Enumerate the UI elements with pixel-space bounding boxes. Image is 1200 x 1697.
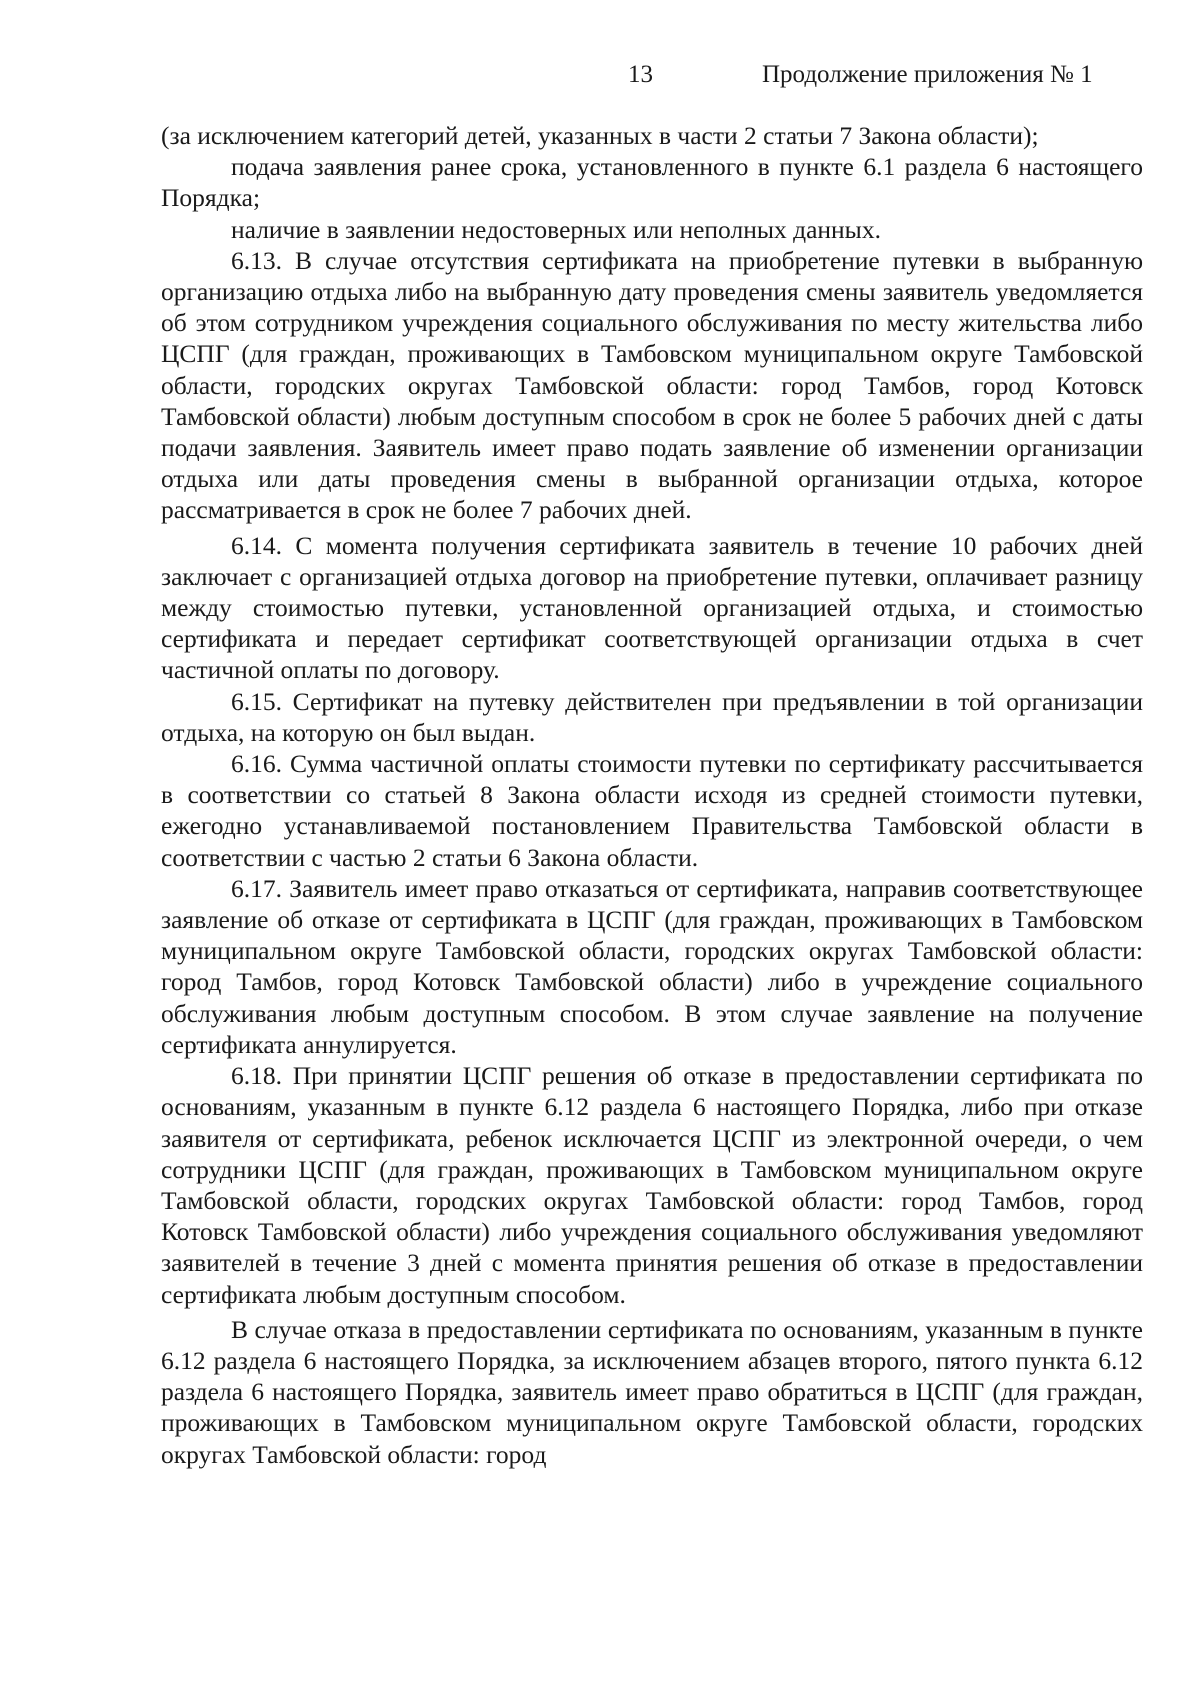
appendix-continuation-note: Продолжение приложения № 1	[762, 61, 1093, 88]
paragraph-incomplete-data: наличие в заявлении недостоверных или неполных данных.	[231, 214, 881, 244]
paragraph-6-13: 6.13. В случае отсутствия сертификата на приобретение путевки в выбранную организацию отдыха либо на выбранную дату проведения смены заявитель уведомляется об этом сотрудником учреждения социального обслуживания по месту жительства либо ЦСПГ (для граждан, проживающих в Тамбовском муниципальном округе Тамбовской области, городских округах Тамбовской области: город Тамбов, город Котовск Тамбовской области) любым доступным способом в срок не более 5 рабочих дней с даты подачи заявления. Заявитель имеет право подать заявление об изменении организации отдыха или даты проведения смены в выбранной организации отдыха, которое рассматривается в срок не более 7 рабочих дней.	[161, 245, 1143, 525]
page-number: 13	[628, 61, 653, 88]
paragraph-6-14: 6.14. С момента получения сертификата заявитель в течение 10 рабочих дней заключает с организацией отдыха договор на приобретение путевки, оплачивает разницу между стоимостью путевки, установленной организацией отдыха, и стоимостью сертификата и передает сертификат соответствующей организации отдыха в счет частичной оплаты по договору.	[161, 530, 1143, 685]
paragraph-exclusion-note: (за исключением категорий детей, указанных в части 2 статьи 7 Закона области);	[161, 121, 1039, 150]
paragraph-6-16: 6.16. Сумма частичной оплаты стоимости путевки по сертификату рассчитывается в соответствии со статьей 8 Закона области исходя из средней стоимости путевки, ежегодно устанавливаемой постановлением Правительства Тамбовской области в соответствии с частью 2 статьи 6 Закона области.	[161, 749, 1143, 872]
paragraph-early-application: подача заявления ранее срока, установленного в пункте 6.1 раздела 6 настоящего Порядка;	[161, 152, 1143, 213]
document-body	[161, 120, 1143, 1470]
paragraph-6-17: 6.17. Заявитель имеет право отказаться от сертификата, направив соответствующее заявление об отказе от сертификата в ЦСПГ (для граждан, проживающих в Тамбовском муниципальном округе Тамбовской области, городских округах Тамбовской области: город Тамбов, город Котовск Тамбовской области) либо в учреждение социального обслуживания любым доступным способом. В этом случае заявление на получение сертификата аннулируется.	[161, 873, 1143, 1059]
paragraph-6-15: 6.15. Сертификат на путевку действителен при предъявлении в той организации отдыха, на которую он был выдан.	[161, 686, 1143, 747]
paragraph-refusal-appeal: В случае отказа в предоставлении сертификата по основаниям, указанным в пункте 6.12 раздела 6 настоящего Порядка, за исключением абзацев второго, пятого пункта 6.12 раздела 6 настоящего Порядка, заявитель имеет право обратиться в ЦСПГ (для граждан, проживающих в Тамбовском муниципальном округе Тамбовской области, городских округах Тамбовской области: город	[161, 1314, 1143, 1469]
paragraph-6-18: 6.18. При принятии ЦСПГ решения об отказе в предоставлении сертификата по основаниям, указанным в пункте 6.12 раздела 6 настоящего Порядка, либо при отказе заявителя от сертификата, ребенок исключается ЦСПГ из электронной очереди, о чем сотрудники ЦСПГ (для граждан, проживающих в Тамбовском муниципальном округе Тамбовской области, городских округах Тамбовской области: город Тамбов, город Котовск Тамбовской области) либо учреждения социального обслуживания уведомляют заявителей в течение 3 дней с момента принятия решения об отказе в предоставлении сертификата любым доступным способом.	[161, 1061, 1143, 1309]
